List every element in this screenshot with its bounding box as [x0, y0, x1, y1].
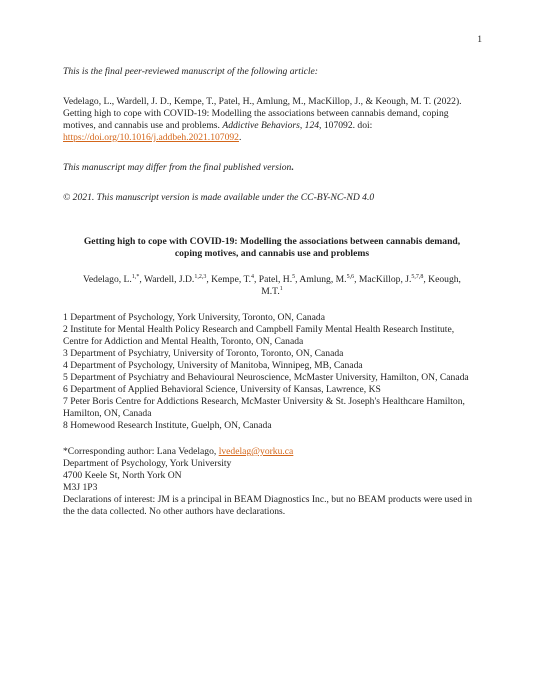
author-name: Keough, M.T. [261, 274, 461, 297]
affiliation-item: 7 Peter Boris Centre for Addictions Research, McMaster University & St. Joseph's Healthcare Hamilton, Hamilton, ON, Canada [63, 396, 465, 419]
author-affiliation-marker: 5,6 [346, 273, 355, 280]
author-affiliation-marker: 1 [279, 285, 283, 292]
differ-note-period: . [291, 162, 294, 173]
author-affiliation-marker: 4 [251, 273, 254, 280]
citation-volume: 124 [304, 120, 320, 131]
citation-end: . [238, 132, 242, 143]
email-link[interactable]: lvedelag@yorku.ca [218, 446, 294, 457]
author-affiliation-marker: 5,7,8 [411, 273, 424, 280]
corresponding-author [63, 446, 481, 458]
author-affiliation-marker: 5 [292, 273, 296, 280]
article-title: Getting high to cope with COVID-19: Modelling the associations between cannabis demand, coping motives, and cannabis use and problems [83, 236, 461, 259]
doi-link[interactable]: https://doi.org/10.1016/j.addbeh.2021.107092 [63, 132, 239, 143]
author-separator: , [139, 274, 144, 285]
author-name: Kempe, T. [211, 274, 251, 285]
citation-journal: Addictive Behaviors [222, 120, 300, 131]
differ-note [63, 162, 481, 174]
affiliation-list [63, 312, 481, 432]
author-name: Patel, H. [258, 274, 293, 285]
author-separator: , [206, 274, 212, 285]
author-separator: , [295, 274, 300, 285]
affiliation-item: 3 Department of Psychiatry, University of Toronto, Toronto, ON, Canada [63, 348, 344, 359]
citation-sep: , [299, 120, 305, 131]
page-number: 1 [477, 34, 482, 45]
author-separator: , [254, 274, 259, 285]
author-separator: , [354, 274, 359, 285]
affiliation-item: 2 Institute for Mental Health Policy Research and Campbell Family Mental Health Research Institute, Centre for Addiction and Mental Health, Toronto, ON, Canada [63, 324, 455, 347]
affiliation-item: 8 Homewood Research Institute, Guelph, ON, Canada [63, 420, 272, 431]
affiliation-item: 1 Department of Psychology, York University, Toronto, ON, Canada [63, 312, 325, 323]
citation [63, 96, 481, 144]
author-name: Wardell, J.D. [143, 274, 195, 285]
citation-text: Vedelago, L., Wardell, J. D., Kempe, T., Patel, H., Amlung, M., MacKillop, J., & Keough, M. T. (2022). Getting high to cope with COVID-19: Modelling the associations between cannabis demand, coping motives, and cannabis use and problems. [63, 96, 462, 131]
affiliation-item: 6 Department of Applied Behavioral Science, University of Kansas, Lawrence, KS [63, 384, 381, 395]
manuscript-front-page [63, 66, 481, 518]
corresponding-street: 4700 Keele St, North York ON [63, 470, 182, 481]
author-affiliation-marker: 1,2,3 [194, 273, 207, 280]
corresponding-postal: M3J 1P3 [63, 482, 98, 493]
differ-note-text: This manuscript may differ from the final published version [63, 162, 292, 173]
manuscript-notice: This is the final peer-reviewed manuscript of the following article: [63, 66, 318, 77]
citation-rest: , 107092. doi: [319, 120, 373, 131]
author-separator: , [423, 274, 429, 285]
corresponding-dept: Department of Psychology, York University [63, 458, 232, 469]
author-affiliation-marker: 1,* [131, 273, 140, 280]
declarations: Declarations of interest: JM is a principal in BEAM Diagnostics Inc., but no BEAM products were used in the the data collected. No other authors have declarations. [63, 494, 472, 517]
affiliation-item: 4 Department of Psychology, University of Manitoba, Winnipeg, MB, Canada [63, 360, 363, 371]
author-name: Vedelago, L. [83, 274, 132, 285]
author-list [77, 274, 467, 298]
author-name: MacKillop, J. [358, 274, 412, 285]
affiliation-item: 5 Department of Psychiatry and Behavioural Neuroscience, McMaster University, Hamilton, ON, Canada [63, 372, 469, 383]
corresponding-label: *Corresponding author: Lana Vedelago, [63, 446, 219, 457]
author-name: Amlung, M. [299, 274, 347, 285]
license-note: © 2021. This manuscript version is made available under the CC-BY-NC-ND 4.0 [63, 192, 375, 203]
